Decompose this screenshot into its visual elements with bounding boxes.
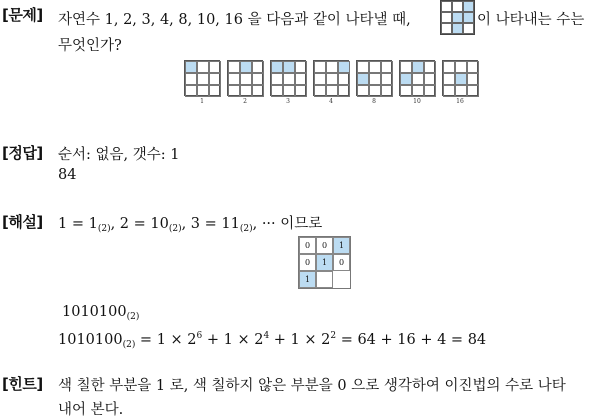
example-grid-4 [313, 60, 349, 105]
hint-line1: 색 칠한 부분을 1 로, 색 칠하지 않은 부분을 0 으로 생각하여 이진법의 수로 나타 [58, 378, 566, 394]
grid-label: 2 [243, 98, 247, 105]
example-grid-3 [270, 60, 306, 105]
example-grid-2 [227, 60, 263, 105]
hint-label: [힌트] [2, 375, 43, 393]
hint-line2: 내어 본다. [58, 402, 124, 418]
problem-label: [문제] [2, 6, 43, 24]
bin-cell: 1 [299, 271, 316, 288]
problem-line2: 무엇인가? [58, 38, 122, 54]
explanation-result1: $1010100_{(2)}$ [62, 304, 140, 322]
bin-cell [316, 271, 333, 288]
answer-line1: 순서: 없음, 갯수: 1 [58, 147, 180, 163]
problem-grid-icon [440, 0, 475, 35]
explanation-result2: $1010100_{(2)} = 1 \times 2^6 + 1 \times 2^4 + 1 \times 2^2 = 64 + 16 + 4 = 84$ [58, 331, 487, 350]
example-grids [184, 60, 478, 105]
example-grid-8 [356, 60, 392, 105]
bin-cell: 1 [316, 254, 333, 271]
explanation-label: [해설] [2, 213, 43, 231]
grid-label: 10 [413, 98, 421, 105]
grid-label: 3 [286, 98, 290, 105]
explanation-equations: $1 = 1_{(2)}$, $2 = 10_{(2)}$, $3 = 11_{(2)}$, ··· 이므로 [58, 216, 323, 234]
problem-line1-b: 이 나타내는 수는 [477, 12, 585, 28]
example-grid-1 [184, 60, 220, 105]
bin-cell: 0 [316, 237, 333, 254]
example-grid-10 [399, 60, 435, 105]
binary-grid [298, 236, 351, 289]
example-grid-16 [442, 60, 478, 105]
problem-line1-a: 자연수 1, 2, 3, 4, 8, 10, 16 을 다음과 같이 나타낼 때, [58, 12, 411, 28]
grid-label: 8 [372, 98, 376, 105]
bin-cell: 0 [299, 254, 316, 271]
bin-cell: 0 [299, 237, 316, 254]
answer-label: [정답] [2, 144, 43, 162]
grid-label: 16 [456, 98, 464, 105]
bin-cell [333, 271, 350, 288]
bin-cell: 0 [333, 254, 350, 271]
grid-label: 1 [200, 98, 204, 105]
grid-label: 4 [329, 98, 333, 105]
bin-cell: 1 [333, 237, 350, 254]
answer-value: 84 [58, 167, 77, 183]
